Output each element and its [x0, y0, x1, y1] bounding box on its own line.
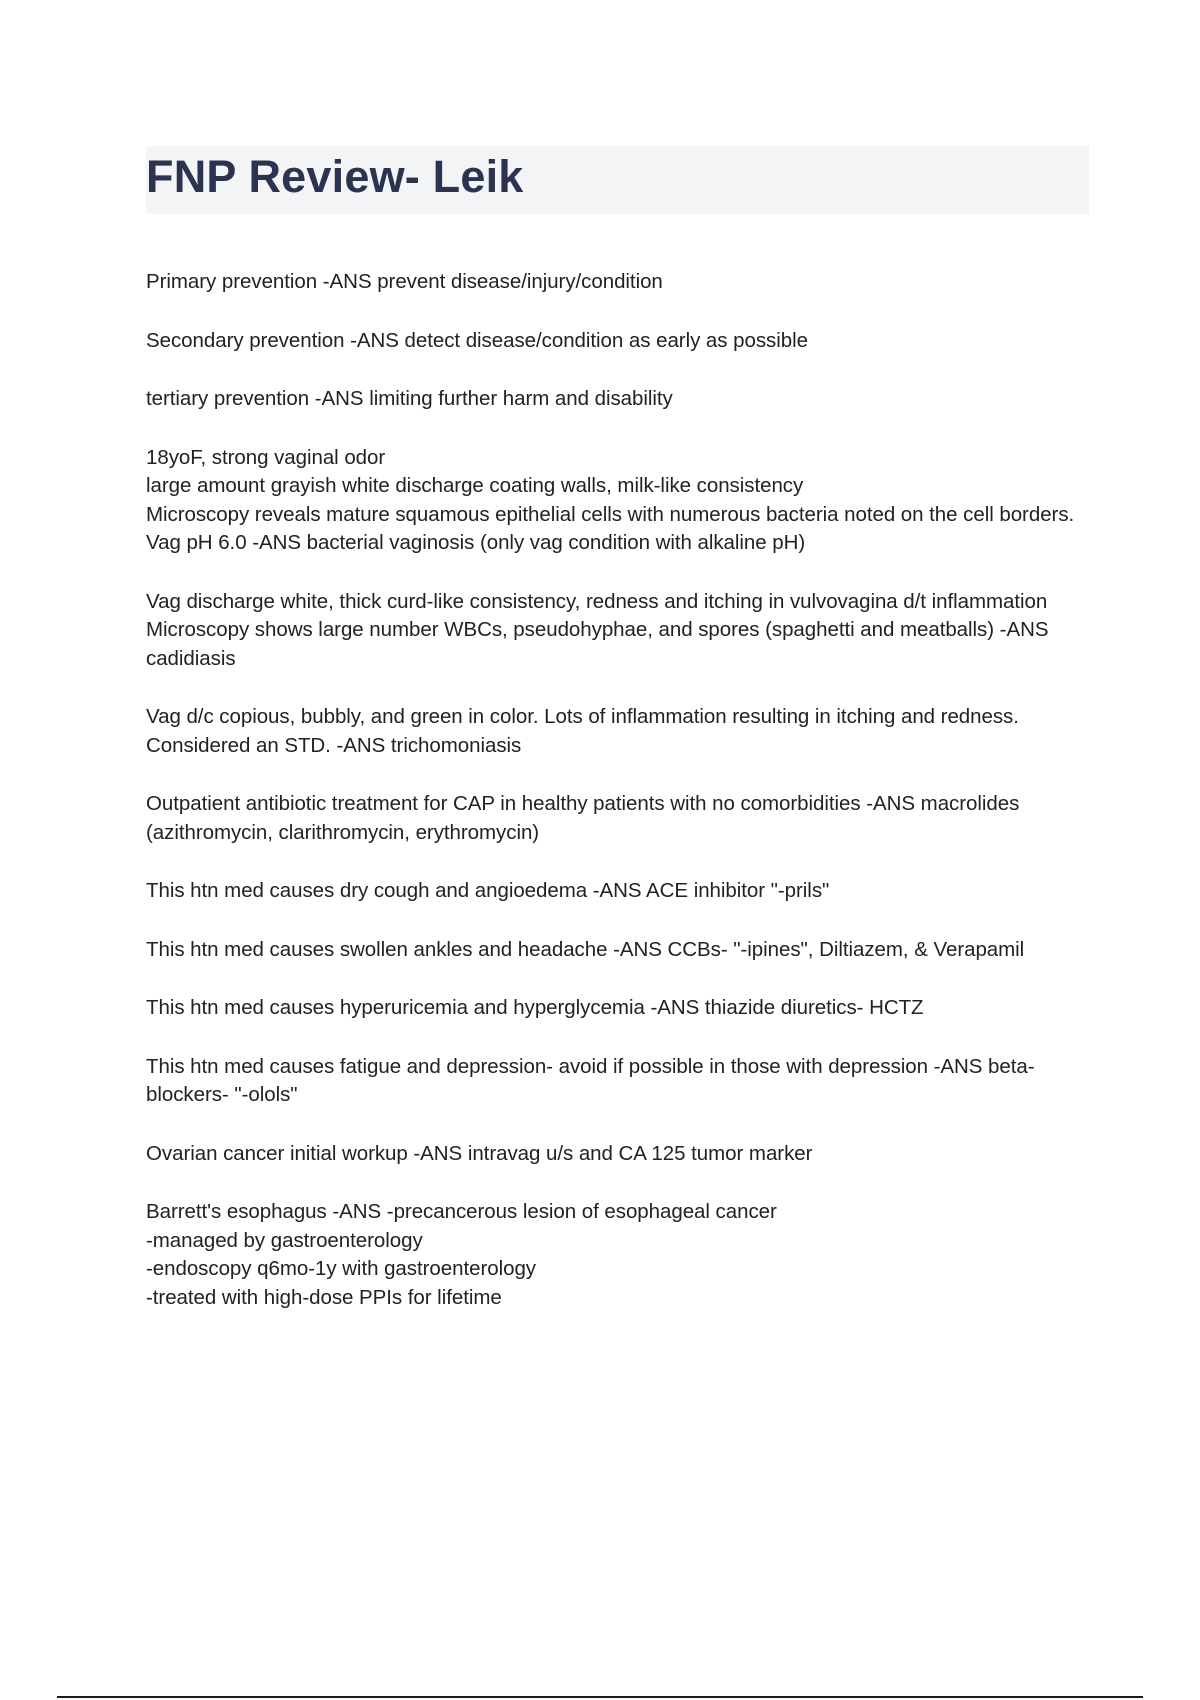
- qa-entry-thiazide: This htn med causes hyperuricemia and hyperglycemia -ANS thiazide diuretics- HCTZ: [146, 996, 924, 1019]
- qa-entry-ovarian-cancer: Ovarian cancer initial workup -ANS intravag u/s and CA 125 tumor marker: [146, 1141, 813, 1165]
- qa-entry-secondary-prevention: Secondary prevention -ANS detect disease/condition as early as possible: [146, 328, 808, 352]
- qa-entry-bacterial-vaginosis: 18yoF, strong vaginal odor large amount grayish white discharge coating walls, milk-like consistency Microscopy reveals mature squamous epithelial cells with numerous bacteria noted on the cell borders. Vag pH 6.0 -ANS bacterial vaginosis (only vag condition with alkaline pH): [146, 445, 1075, 554]
- qa-list: [146, 268, 1076, 1342]
- qa-entry-trichomoniasis: Vag d/c copious, bubbly, and green in color. Lots of inflammation resulting in itching and redness. Considered an STD. -ANS trichomoniasis: [146, 705, 1019, 757]
- footer-divider: [57, 1696, 1143, 1698]
- title-banner: [146, 146, 1089, 214]
- qa-entry-ace-inhibitor: This htn med causes dry cough and angioedema -ANS ACE inhibitor "-prils": [146, 879, 830, 902]
- qa-entry-cap-treatment: Outpatient antibiotic treatment for CAP in healthy patients with no comorbidities -ANS macrolides (azithromycin, clarithromycin, erythromycin): [146, 792, 1020, 844]
- qa-entry-beta-blocker: This htn med causes fatigue and depression- avoid if possible in those with depression -ANS beta-blockers- "-olols": [146, 1054, 1035, 1106]
- qa-entry-candidiasis: Vag discharge white, thick curd-like consistency, redness and itching in vulvovagina d/t inflammation Microscopy shows large number WBCs, pseudohyphae, and spores (spaghetti and meatballs) -ANS cadidiasis: [146, 589, 1049, 670]
- qa-entry-barretts-esophagus: Barrett's esophagus -ANS -precancerous lesion of esophageal cancer -managed by gastroenterology -endoscopy q6mo-1y with gastroenterology -treated with high-dose PPIs for lifetime: [146, 1200, 777, 1309]
- qa-entry-primary-prevention: Primary prevention -ANS prevent disease/injury/condition: [146, 270, 663, 293]
- page-title: FNP Review- Leik: [146, 151, 524, 202]
- qa-entry-tertiary-prevention: tertiary prevention -ANS limiting further harm and disability: [146, 387, 673, 410]
- qa-entry-ccb: This htn med causes swollen ankles and headache -ANS CCBs- "-ipines", Diltiazem, & Verapamil: [146, 937, 1025, 961]
